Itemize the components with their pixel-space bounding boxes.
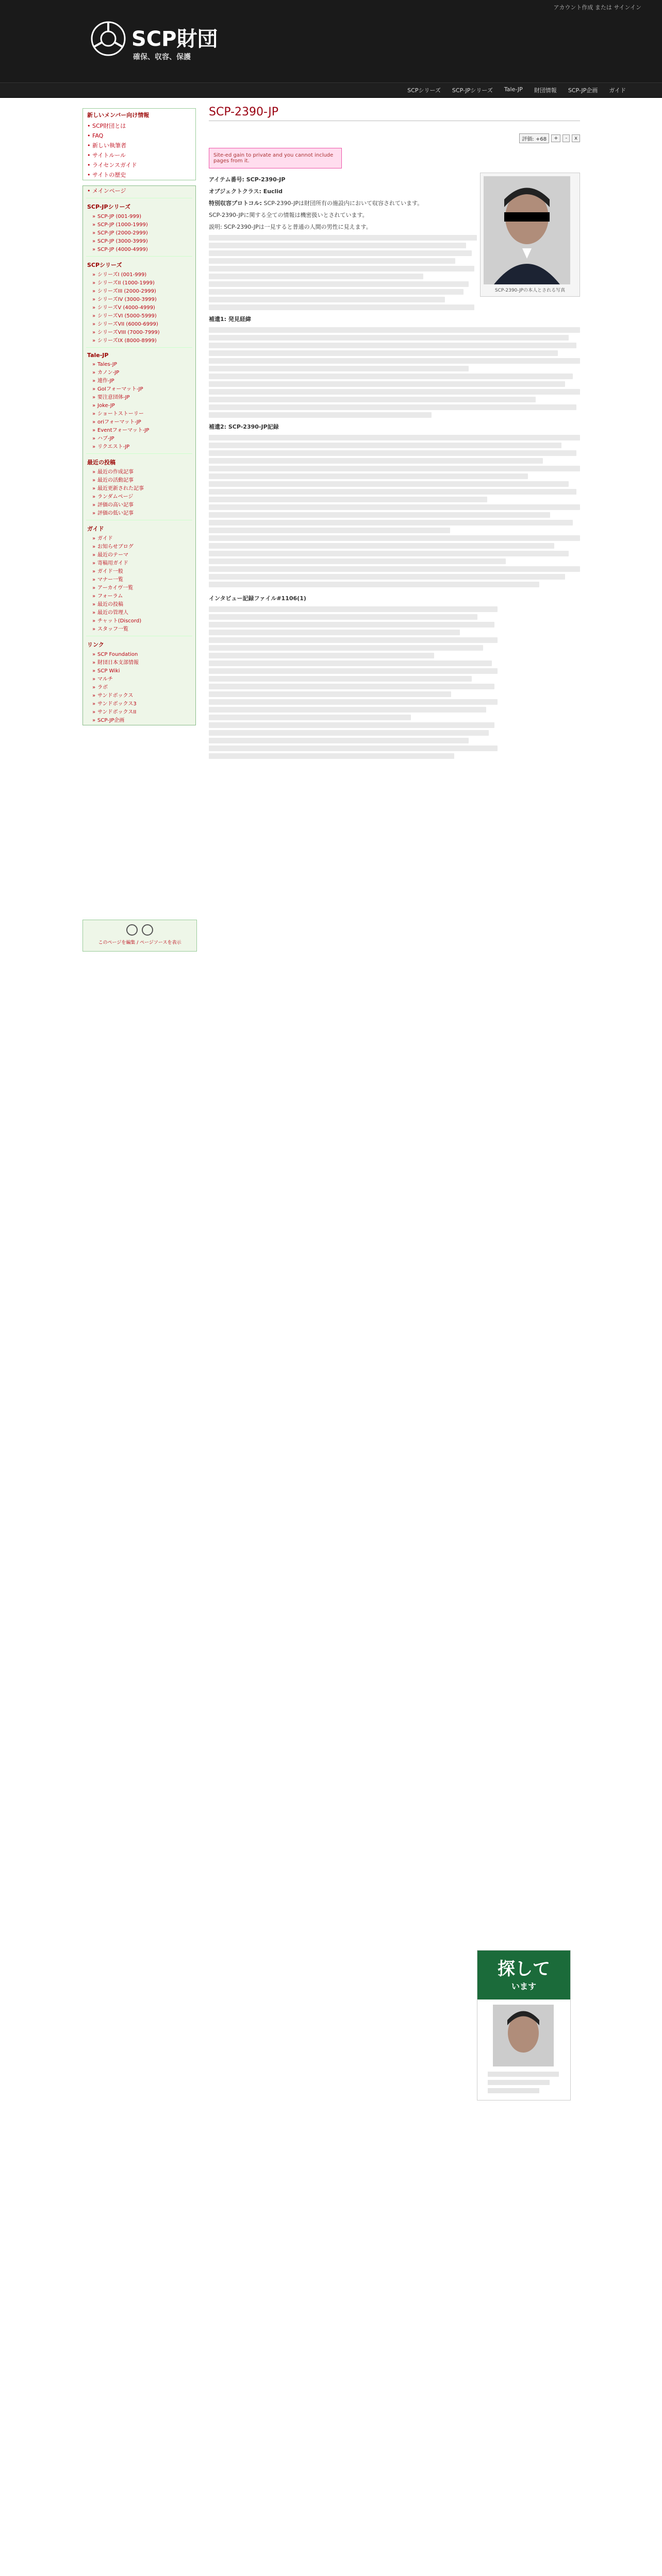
sidebar-link[interactable]: • サイトの歴史 — [83, 170, 195, 180]
tale-link[interactable]: » Tales-JP — [83, 361, 195, 369]
site-slogan: 確保、収容、保護 — [133, 53, 191, 61]
sidebar-link[interactable]: • サイトルール — [83, 150, 195, 160]
poster-headline: 探して — [498, 1959, 550, 1979]
edit-page-link[interactable]: このページを編集 — [98, 940, 136, 945]
tale-link[interactable]: » Eventフォーマット-JP — [83, 427, 195, 435]
series-link[interactable]: » SCP-JP (001-999) — [83, 213, 195, 221]
extras-title: リンク — [87, 641, 104, 648]
by-icon[interactable] — [142, 924, 153, 936]
guide-link[interactable]: » お知らせブログ — [83, 543, 195, 551]
addendum-2: 補遺2: SCP-2390-JP記録 — [209, 423, 279, 430]
series-link[interactable]: » SCP-JP (2000-2999) — [83, 229, 195, 238]
subject-image — [484, 176, 570, 284]
new-member-title: 新しいメンバー向け情報 — [87, 112, 150, 118]
extra-link[interactable]: » マルチ — [83, 675, 195, 684]
nav-guide[interactable]: ガイド — [609, 87, 626, 94]
extra-link[interactable]: » SCP Wiki — [83, 667, 195, 675]
nav-projects[interactable]: SCP-JP企画 — [568, 87, 598, 94]
tale-link[interactable]: » 要注意団体-JP — [83, 394, 195, 402]
series-link[interactable]: » シリーズII (1000-1999) — [83, 279, 195, 287]
rate-up-button[interactable]: + — [551, 134, 560, 142]
guide-link[interactable]: » マナー一覧 — [83, 576, 195, 584]
nav-scp-series[interactable]: SCPシリーズ — [407, 87, 441, 94]
guide-link[interactable]: » 最近の管理人 — [83, 609, 195, 617]
sidebar-link[interactable]: • FAQ — [83, 131, 195, 141]
body-paragraph: SCP-2390-JPに関する全ての情報は機密扱いとされています。 — [209, 212, 368, 218]
extra-link[interactable]: » SCP Foundation — [83, 651, 195, 659]
description: 説明: SCP-2390-JPは一見すると普通の人間の男性に見えます。 — [209, 224, 372, 230]
account-links[interactable]: アカウント作成 または サインイン — [553, 4, 641, 11]
guide-link[interactable]: » アーカイヴ一覧 — [83, 584, 195, 592]
tale-link[interactable]: » リクエスト-JP — [83, 443, 195, 451]
main-content — [209, 106, 580, 761]
series-link[interactable]: » SCP-JP (1000-1999) — [83, 221, 195, 229]
series-link[interactable]: » SCP-JP (3000-3999) — [83, 238, 195, 246]
recent-link[interactable]: » 評価の低い記事 — [83, 510, 195, 518]
scp-logo — [90, 21, 126, 57]
poster-photo — [477, 1999, 569, 2097]
sidebar — [82, 108, 196, 731]
guide-link[interactable]: » 寄稿用ガイド — [83, 560, 195, 568]
source-page-link[interactable]: ページソースを表示 — [140, 940, 181, 945]
tale-title: Tale-JP — [87, 352, 109, 359]
subject-photo — [480, 173, 580, 297]
guide-title: ガイド — [87, 526, 104, 532]
series-jp-title: SCP-JPシリーズ — [87, 204, 131, 210]
sidebar-tools: このページを編集 / ページソースを表示 — [82, 920, 197, 952]
item-number: アイテム番号: SCP-2390-JP — [209, 176, 286, 183]
series-link[interactable]: » シリーズI (001-999) — [83, 271, 195, 279]
recent-link[interactable]: » 最近の活動記事 — [83, 477, 195, 485]
series-link[interactable]: » シリーズVII (6000-6999) — [83, 320, 195, 329]
addendum-1: 補遺1: 発見経緯 — [209, 316, 251, 323]
object-class: オブジェクトクラス: Euclid — [209, 188, 283, 195]
new-member-box — [82, 108, 196, 180]
series-link[interactable]: » SCP-JP (4000-4999) — [83, 246, 195, 254]
tale-link[interactable]: » 連作-JP — [83, 377, 195, 385]
series-en-title: SCPシリーズ — [87, 262, 122, 268]
guide-link[interactable]: » ガイド一般 — [83, 568, 195, 576]
containment-label: 特別収容プロトコル: — [209, 200, 262, 207]
tale-link[interactable]: » Joke-JP — [83, 402, 195, 410]
sidebar-link[interactable]: • 新しい執筆者 — [83, 141, 195, 150]
photo-caption: SCP-2390-JPの本人とされる写真 — [494, 288, 566, 293]
series-link[interactable]: » シリーズV (4000-4999) — [83, 304, 195, 312]
guide-link[interactable]: » スタッフ一覧 — [83, 625, 195, 634]
rate-down-button[interactable]: - — [562, 134, 570, 142]
recent-link[interactable]: » 評価の高い記事 — [83, 501, 195, 510]
extra-link[interactable]: » サンドボックスII — [83, 708, 195, 717]
cc-icon[interactable] — [126, 924, 138, 936]
recent-link[interactable]: » 最近の作成記事 — [83, 468, 195, 477]
tale-link[interactable]: » ショートストーリー — [83, 410, 195, 418]
rate-cancel-button[interactable]: x — [572, 134, 580, 142]
series-link[interactable]: » シリーズVIII (7000-7999) — [83, 329, 195, 337]
tale-link[interactable]: » カノン-JP — [83, 369, 195, 377]
main-menu-box — [82, 185, 196, 725]
recent-link[interactable]: » ランダムページ — [83, 493, 195, 501]
site-header — [0, 0, 662, 83]
containment-text: SCP-2390-JPは財団所有の施設内において収容されています。 — [263, 200, 423, 207]
extra-link[interactable]: » ラボ — [83, 684, 195, 692]
guide-link[interactable]: » フォーラム — [83, 592, 195, 601]
tale-link[interactable]: » GoIフォーマット-JP — [83, 385, 195, 394]
extra-link[interactable]: » SCP-JP企画 — [83, 717, 195, 725]
page-title: SCP-2390-JP — [209, 106, 580, 121]
extra-link[interactable]: » サンドボックス3 — [83, 700, 195, 708]
nav-about[interactable]: 財団情報 — [534, 87, 557, 94]
guide-link[interactable]: » 最近のテーマ — [83, 551, 195, 560]
extra-link[interactable]: » 財団日本支部情報 — [83, 659, 195, 667]
sidebar-link[interactable]: • ライセンスガイド — [83, 160, 195, 170]
include-notice: Site-ed gain to private and you cannot include pages from it. — [209, 148, 342, 168]
nav-scp-jp-series[interactable]: SCP-JPシリーズ — [452, 87, 493, 94]
guide-link[interactable]: » ガイド — [83, 535, 195, 543]
tale-link[interactable]: » oriフォーマット-JP — [83, 418, 195, 427]
interview-heading: インタビュー記録ファイル#1106(1) — [209, 595, 306, 602]
guide-link[interactable]: » チャット(Discord) — [83, 617, 195, 625]
sidebar-item-main[interactable]: • メインページ — [83, 186, 195, 196]
sidebar-link[interactable]: • SCP財団とは — [83, 121, 195, 131]
nav-tale-jp[interactable]: Tale-JP — [504, 86, 523, 93]
poster-subline: います — [511, 1981, 536, 1991]
extra-link[interactable]: » サンドボックス — [83, 692, 195, 700]
site-title: SCP財団 — [131, 27, 218, 51]
tale-link[interactable]: » ハブ-JP — [83, 435, 195, 443]
wanted-poster — [477, 1950, 571, 2100]
top-navigation — [0, 82, 662, 98]
rating-widget — [519, 133, 580, 143]
series-link[interactable]: » シリーズVI (5000-5999) — [83, 312, 195, 320]
guide-link[interactable]: » 最近の投稿 — [83, 601, 195, 609]
series-link[interactable]: » シリーズIII (2000-2999) — [83, 287, 195, 296]
series-link[interactable]: » シリーズIX (8000-8999) — [83, 337, 195, 345]
recent-link[interactable]: » 最近更新された記事 — [83, 485, 195, 493]
rating-value: 評価: +68 — [519, 133, 549, 143]
recent-title: 最近の投稿 — [87, 459, 115, 466]
series-link[interactable]: » シリーズIV (3000-3999) — [83, 296, 195, 304]
